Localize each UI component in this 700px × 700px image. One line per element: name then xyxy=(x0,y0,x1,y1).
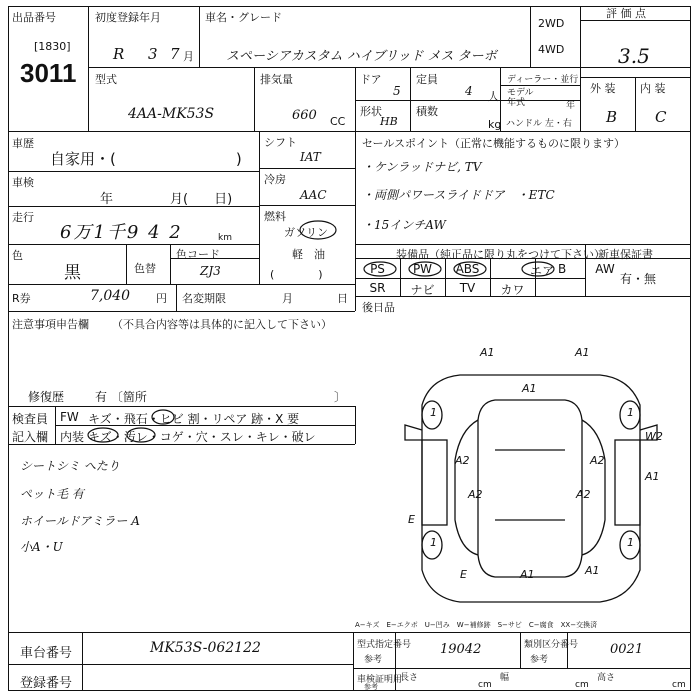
color-label: 色 xyxy=(12,249,23,262)
type-cert-label: 型式指定番号 xyxy=(357,640,412,650)
mark-front-left: A1 xyxy=(480,346,495,359)
shift: IAT xyxy=(300,150,321,164)
chassis-number: MK53S-062122 xyxy=(150,640,261,656)
mark-right-door: A2 xyxy=(590,454,605,467)
score: 3.5 xyxy=(618,44,650,68)
first-reg-month: 7 xyxy=(170,45,180,63)
diagram-legend: A−キズ E−エクボ U−凹み W−補修跡 S−サビ C−腐食 XX−交換済 xyxy=(355,621,598,629)
color: 黒 xyxy=(64,263,81,283)
wheel-mark-rl: 1 xyxy=(430,536,437,549)
model-label: 型式 xyxy=(95,73,117,86)
frame-left xyxy=(8,6,9,691)
fw-items: キズ・飛石・ヒビ 割・リペア 跡・X 要 xyxy=(88,412,300,426)
repair-close: 〕 xyxy=(334,390,347,404)
equip-sr: SR xyxy=(369,281,386,295)
capacity: 4 xyxy=(465,84,473,98)
displacement-label: 排気量 xyxy=(260,73,293,86)
frame-right xyxy=(690,6,691,691)
interior-label: 内 装 xyxy=(640,82,666,95)
equip-tv: TV xyxy=(459,281,476,295)
displacement: 660 xyxy=(292,108,317,123)
type-cert: 19042 xyxy=(440,642,482,657)
model: 4AA-MK53S xyxy=(128,106,215,122)
mark-e-left: E xyxy=(408,513,415,526)
model-year-unit: 年 xyxy=(566,101,576,111)
height-label: 高さ xyxy=(597,673,616,683)
selling-point-3: ・15インチAW xyxy=(362,218,446,232)
repair-label: 修復歴 xyxy=(28,390,65,404)
model-year-label: モデル 年式 xyxy=(507,88,534,108)
first-reg-year: 3 xyxy=(148,45,158,63)
color-code: ZJ3 xyxy=(200,264,221,278)
hand-note-2: ペット毛 有 xyxy=(20,487,84,501)
selling-points-label: セールスポイント（正常に機能するものに限ります） xyxy=(362,137,626,150)
repair-value: 有 〔箇所 xyxy=(95,390,147,404)
mark-right-rear: A2 xyxy=(576,488,591,501)
height-unit: cm xyxy=(672,680,686,690)
warranty-label: 新車保証書 xyxy=(598,248,653,261)
first-reg-label: 初度登録年月 xyxy=(95,11,161,24)
fuel-circle xyxy=(298,218,338,242)
lot-prefix: [1830] xyxy=(34,40,71,53)
car-name-label: 車名・グレード xyxy=(205,11,282,24)
equip-air: エア xyxy=(530,264,555,278)
class-ref: 参考 xyxy=(530,655,549,665)
mark-rear-2: A1 xyxy=(585,564,600,577)
notes-label: 注意事項申告欄 xyxy=(12,318,89,331)
chassis-label: 車台番号 xyxy=(20,646,73,661)
inspector-circles xyxy=(85,407,285,445)
fuel-options: ガソリン xyxy=(284,226,328,239)
ac: AAC xyxy=(300,188,327,202)
equipment-label: 装備品（純正品に限り丸をつけて下さい） xyxy=(396,248,605,261)
wheel-mark-fr: 1 xyxy=(627,406,634,419)
lot-label: 出品番号 xyxy=(12,11,56,24)
drive-2wd: 2WD xyxy=(538,17,565,30)
recycle-label: R券 xyxy=(12,292,31,305)
ac-label: 冷房 xyxy=(264,173,286,186)
name-change-day: 日 xyxy=(337,292,348,305)
equip-pw: PW xyxy=(412,262,433,276)
width-label: 幅 xyxy=(500,673,510,683)
mark-left-rear: A2 xyxy=(468,488,483,501)
type-cert-ref: 参考 xyxy=(364,655,383,665)
equip-leather: カワ xyxy=(500,283,525,297)
mileage-unit: km xyxy=(218,233,232,243)
capacity-label: 定員 xyxy=(416,73,438,86)
equip-b: B xyxy=(558,262,567,276)
class-value: 0021 xyxy=(610,642,644,657)
history-value: 自家用・( ) xyxy=(50,150,242,168)
name-change-label: 名変期限 xyxy=(182,292,226,305)
interior-inspect-label: 内装 xyxy=(60,430,85,444)
equip-ps: PS xyxy=(370,262,385,276)
hand-note-4: 小A・U xyxy=(20,540,63,554)
dealer-label: ディーラー・並行 xyxy=(507,75,579,85)
width-unit: cm xyxy=(575,680,589,690)
lot-number: 3011 xyxy=(20,58,77,88)
equip-navi: ナビ xyxy=(410,283,435,297)
load-label: 積数 xyxy=(416,105,438,118)
class-label: 類別区分番号 xyxy=(524,640,579,650)
vehicle-cert-ref: 参考 xyxy=(364,683,378,691)
exterior-grade: B xyxy=(606,108,618,126)
length-unit: cm xyxy=(478,680,492,690)
hand-note-3: ホイールドアミラー A xyxy=(20,514,140,528)
mark-e-rear: E xyxy=(460,568,467,581)
first-reg-month-unit: 月 xyxy=(183,50,194,63)
history-label: 車歴 xyxy=(12,137,34,150)
notes-hint: （不具合内容等は具体的に記入して下さい） xyxy=(112,318,332,331)
mark-left-door: A2 xyxy=(455,454,470,467)
doors: 5 xyxy=(393,84,401,98)
selling-point-1: ・ケンラッドナビ, TV xyxy=(362,160,482,174)
score-label: 評 価 点 xyxy=(606,7,646,20)
fuel-paren: ( ) xyxy=(270,268,323,281)
equip-abs: ABS xyxy=(455,262,480,276)
mark-hood: A1 xyxy=(522,382,537,395)
mark-rear-1: A1 xyxy=(520,568,535,581)
car-diagram xyxy=(400,340,690,620)
length-label: 長さ xyxy=(400,673,419,683)
shape-label: 形状 xyxy=(360,105,382,118)
displacement-unit: CC xyxy=(330,115,346,128)
name-change-month: 月 xyxy=(282,292,293,305)
color-code-label: 色コード xyxy=(176,248,220,261)
interior-items: キズ・汚レ・コゲ・穴・スレ・キレ・破レ xyxy=(88,430,316,444)
mileage: 6万1千9 4 2 xyxy=(60,222,183,243)
warranty-value: 有・無 xyxy=(620,272,657,286)
equip-circles xyxy=(358,259,578,279)
mark-right-side: A1 xyxy=(645,470,660,483)
load-unit: kg xyxy=(488,118,502,131)
capacity-unit: 人 xyxy=(488,90,499,103)
interior-grade: C xyxy=(655,108,667,126)
fuel-label: 燃料 xyxy=(264,210,286,223)
after-label: 後日品 xyxy=(362,301,395,314)
fuel-diesel: 軽 油 xyxy=(292,248,325,261)
exterior-label: 外 装 xyxy=(590,82,616,95)
frame-top xyxy=(8,6,691,7)
handle-label: ハンドル 左・右 xyxy=(506,119,572,129)
mark-w2: W2 xyxy=(645,430,663,443)
inspection-year: 年 xyxy=(100,192,114,207)
shape: HB xyxy=(380,115,398,128)
drive-4wd: 4WD xyxy=(538,43,565,56)
inspection-month: 月( 日) xyxy=(170,192,233,207)
vehicle-cert-label: 車検証明用 xyxy=(357,675,403,685)
inspector-label-1: 検査員 xyxy=(12,412,49,426)
recycle-unit: 円 xyxy=(156,292,167,305)
recycle-value: 7,040 xyxy=(90,288,131,304)
equip-aw: AW xyxy=(595,262,615,276)
mileage-label: 走行 xyxy=(12,211,34,224)
inspection-label: 車検 xyxy=(12,176,34,189)
wheel-mark-fl: 1 xyxy=(430,406,437,419)
shift-label: シフト xyxy=(264,136,297,149)
first-reg-era: R xyxy=(113,45,125,63)
car-name: スペーシアカスタム ハイブリッド メス ターボ xyxy=(226,49,497,64)
selling-point-2: ・両側パワースライドドア ・ETC xyxy=(362,188,555,202)
mark-front-right: A1 xyxy=(575,346,590,359)
color-change-label: 色替 xyxy=(134,262,156,275)
doors-label: ドア xyxy=(360,73,382,86)
inspector-label-2: 記入欄 xyxy=(12,430,49,444)
hand-note-1: シートシミ へたり xyxy=(20,459,120,473)
wheel-mark-rr: 1 xyxy=(627,536,634,549)
fw-label: FW xyxy=(60,410,79,424)
reg-label: 登録番号 xyxy=(20,676,73,691)
